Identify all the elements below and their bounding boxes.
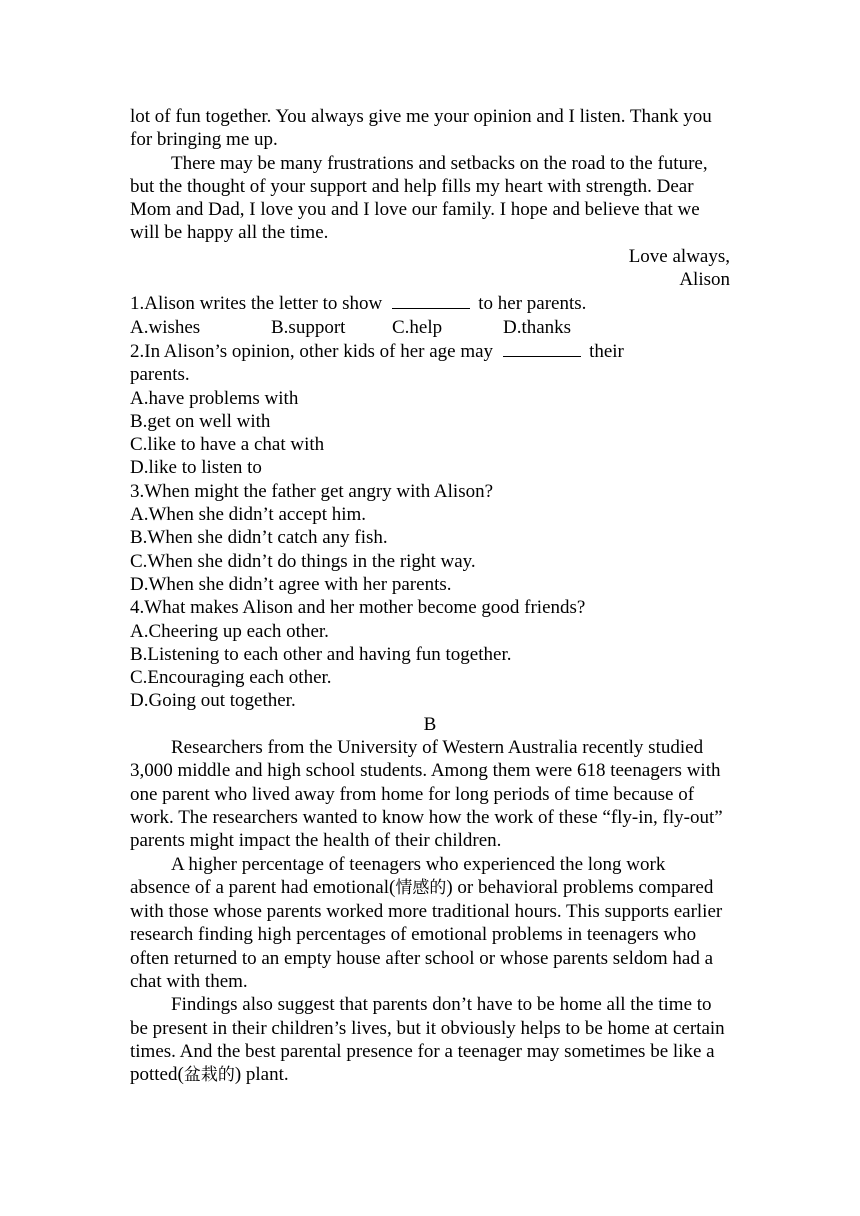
letter-paragraph-1-continued: lot of fun together. You always give me your opinion and I listen. Thank you for bringing me up. xyxy=(130,106,712,151)
question-1-stem-before: 1.Alison writes the letter to show xyxy=(130,293,383,315)
section-b-heading: B xyxy=(423,713,437,735)
letter-closing: Love always, xyxy=(628,245,730,267)
question-1-stem xyxy=(130,291,730,315)
section-b-paragraph-2-text-b: ) or behavioral problems compared with those whose parents worked more traditional hours. This supports earlier research finding high percentages of emotional problems in teenagers who often returned to an empty house after school or whose parents seldom had a chat with them. xyxy=(130,876,723,992)
question-3-option-b: B.When she didn’t catch any fish. xyxy=(130,527,388,549)
question-3-stem: 3.When might the father get angry with Alison? xyxy=(130,480,494,502)
document-page xyxy=(130,105,730,1087)
section-b-paragraph-3-text-b: ) plant. xyxy=(234,1064,289,1086)
question-2-option-c: C.like to have a chat with xyxy=(130,434,325,456)
question-4-stem: 4.What makes Alison and her mother become good friends? xyxy=(130,597,586,619)
question-1-option-c: C.help xyxy=(392,316,443,338)
question-2-stem xyxy=(130,339,670,387)
question-1-option-a: A.wishes xyxy=(130,316,201,338)
question-2-blank xyxy=(503,339,581,357)
letter-paragraph-2: There may be many frustrations and setbacks on the road to the future, but the thought of your support and help fills my heart with strength. Dear Mom and Dad, I love you and I love our family. I hope and believe that we will be happy all the time. xyxy=(130,152,708,244)
question-2-option-b: B.get on well with xyxy=(130,410,271,432)
question-1-blank xyxy=(392,291,470,309)
question-4-option-a: A.Cheering up each other. xyxy=(130,620,329,642)
question-1-option-d: D.thanks xyxy=(503,316,572,338)
question-1-stem-after: to her parents. xyxy=(478,293,587,315)
question-2-stem-before: 2.In Alison’s opinion, other kids of her age may xyxy=(130,340,494,362)
question-2-stem-after: their parents. xyxy=(130,340,624,386)
section-b-paragraph-2 xyxy=(130,853,730,994)
question-4-option-b: B.Listening to each other and having fun together. xyxy=(130,643,512,665)
section-b-paragraph-2-gloss: 情感的 xyxy=(395,877,447,898)
section-b-paragraph-3-gloss: 盆栽的 xyxy=(183,1065,235,1086)
question-2-option-d: D.like to listen to xyxy=(130,457,262,479)
section-b-paragraph-3 xyxy=(130,993,730,1087)
question-1-option-b: B.support xyxy=(271,316,346,338)
question-4-option-c: C.Encouraging each other. xyxy=(130,667,332,689)
section-b-paragraph-2-text-a: A higher percentage of teenagers who experienced the long work absence of a parent had emotional( xyxy=(130,853,666,898)
section-b-paragraph-3-text-a: Findings also suggest that parents don’t have to be home all the time to be present in their children’s lives, but it obviously helps to be home at certain times. And the best parental presence for a teenager may sometimes be like a potted( xyxy=(130,994,725,1086)
question-1-options xyxy=(130,316,730,339)
question-3-option-d: D.When she didn’t agree with her parents. xyxy=(130,573,452,595)
letter-signature: Alison xyxy=(679,269,730,291)
question-3-option-a: A.When she didn’t accept him. xyxy=(130,504,367,526)
section-b-paragraph-1: Researchers from the University of Western Australia recently studied 3,000 middle and high school students. Among them were 618 teenagers with one parent who lived away from home for long periods of time because of work. The researchers wanted to know how the work of these “fly-in, fly-out” parents might impact the health of their children. xyxy=(130,737,723,852)
question-3-option-c: C.When she didn’t do things in the right way. xyxy=(130,550,476,572)
question-4-option-d: D.Going out together. xyxy=(130,690,296,712)
question-2-option-a: A.have problems with xyxy=(130,387,299,409)
